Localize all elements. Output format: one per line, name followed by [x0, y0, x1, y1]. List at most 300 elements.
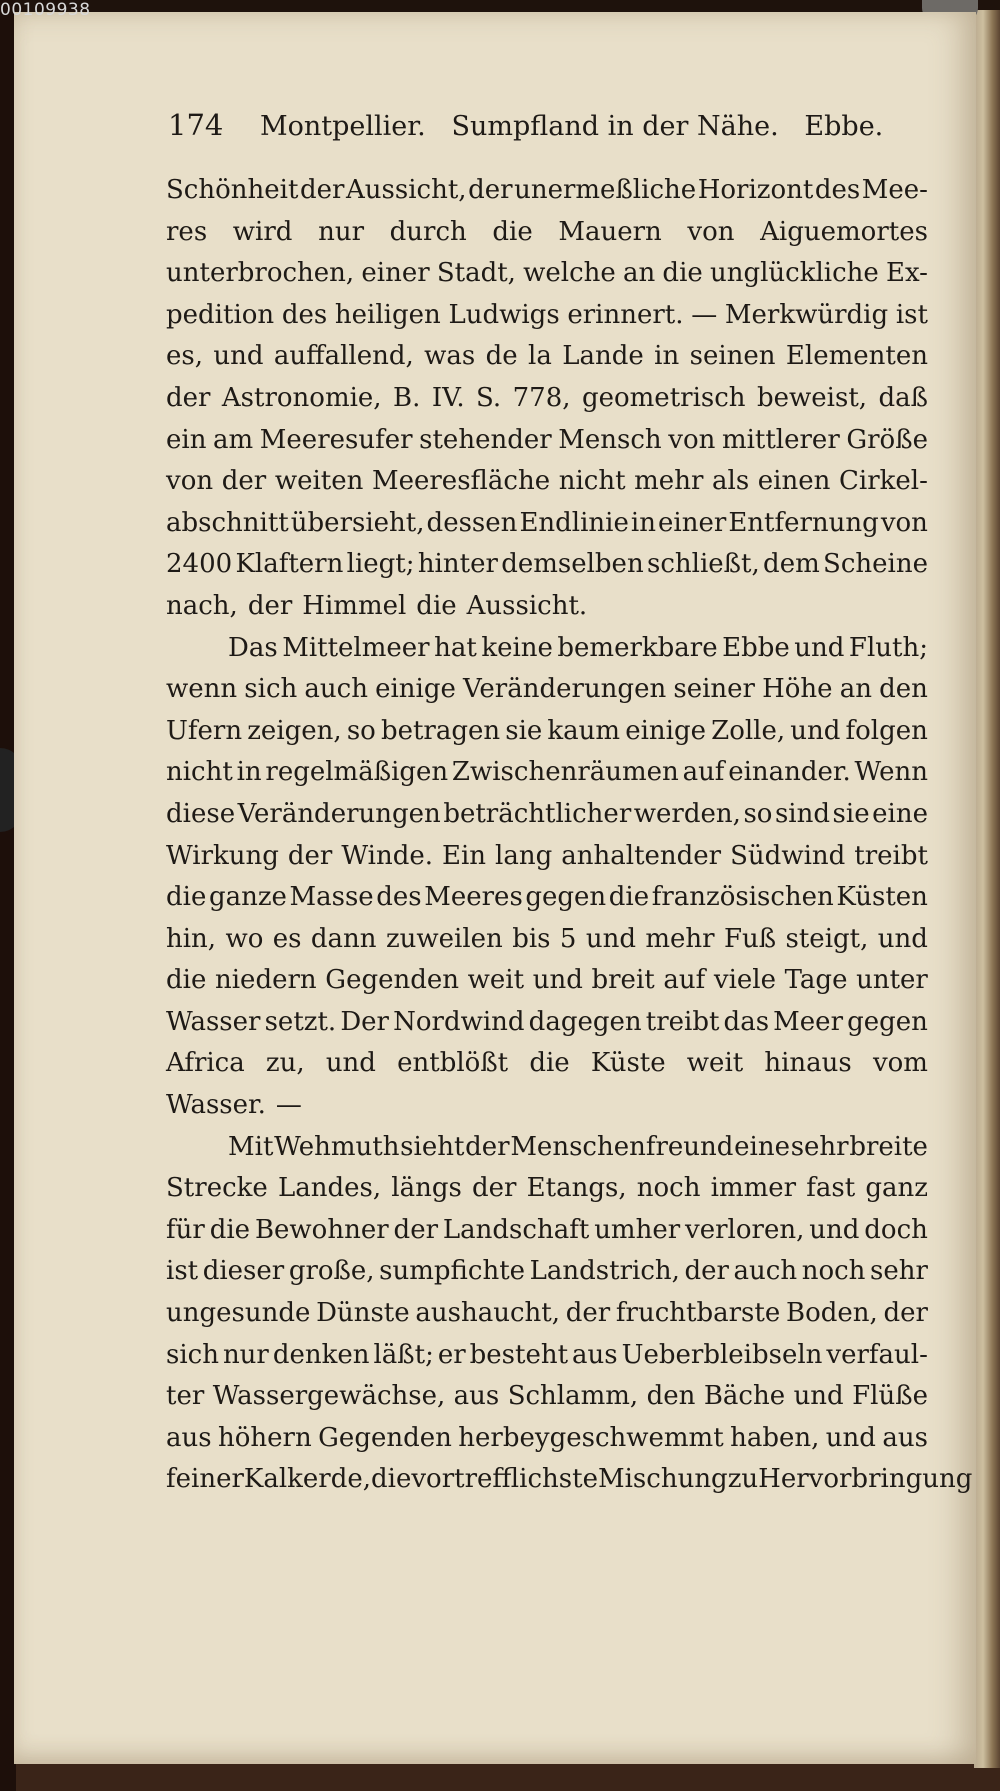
word: Südwind	[730, 840, 846, 871]
text-line	[166, 919, 928, 961]
word: Masse	[289, 882, 374, 913]
word: pedition	[166, 299, 275, 330]
word: nur	[222, 1339, 269, 1370]
word: französischen	[651, 882, 834, 913]
word: lang	[495, 840, 553, 871]
word: hin,	[166, 923, 217, 954]
word: ter	[166, 1381, 205, 1412]
word: und	[809, 1214, 860, 1245]
word: vortrefflichste	[411, 1464, 598, 1495]
word: Küsten	[836, 882, 928, 913]
text-line	[166, 1293, 928, 1335]
word: es	[272, 923, 302, 954]
word: entblößt	[397, 1048, 509, 1079]
word: demselben	[501, 549, 644, 580]
word: Veränderungen	[237, 798, 441, 829]
word: fruchtbarste	[615, 1298, 781, 1329]
word: Küste	[590, 1048, 666, 1079]
word: was	[424, 341, 476, 372]
word: den	[646, 1381, 696, 1412]
text-line	[166, 253, 928, 295]
word: beträchtlicher	[443, 798, 632, 829]
text-line	[166, 336, 928, 378]
word: 2400	[166, 549, 233, 580]
word: folgen	[845, 715, 928, 746]
word: des	[814, 175, 861, 205]
word: 5	[559, 923, 577, 954]
word: dagegen	[528, 1006, 642, 1037]
word: Schönheit	[166, 175, 299, 205]
word: Aussicht,	[345, 175, 467, 205]
word: Meeresfläche	[371, 466, 551, 497]
word: regelmäßigen	[265, 757, 449, 788]
text-line	[166, 1335, 928, 1377]
word: sumpfichte	[379, 1256, 526, 1287]
word: große,	[288, 1256, 375, 1287]
word: noch	[636, 1173, 701, 1204]
word: wenn	[166, 674, 238, 705]
page-header	[168, 108, 883, 142]
text-line	[166, 420, 928, 462]
word: Merkwürdig	[724, 299, 889, 330]
word: und	[793, 1381, 844, 1412]
word: das	[723, 1006, 770, 1037]
word: sich	[244, 674, 298, 705]
word: Wehmuth	[274, 1131, 400, 1162]
word: Lande	[562, 341, 644, 372]
word: Das	[228, 632, 278, 663]
word: niedern	[215, 965, 317, 996]
word: Dünste	[316, 1298, 410, 1329]
word: hinaus	[764, 1048, 852, 1079]
word: und	[325, 1048, 376, 1079]
word: Mee-	[861, 175, 928, 205]
word: Etangs,	[526, 1173, 627, 1204]
word: läßt;	[373, 1339, 434, 1370]
word: die	[662, 258, 703, 289]
word: eine	[872, 798, 928, 829]
word: zuweilen	[385, 923, 503, 954]
word: zu	[727, 1464, 759, 1495]
text-line	[166, 586, 928, 628]
page-stack-edge	[974, 10, 1000, 1768]
word: auf	[663, 965, 706, 996]
word: setzt.	[264, 1006, 337, 1037]
word: der	[684, 1256, 729, 1287]
word: bis	[512, 923, 551, 954]
word: des	[376, 882, 422, 913]
word: die	[209, 1214, 251, 1245]
word: an	[622, 258, 656, 289]
word: als	[712, 466, 750, 497]
word: wo	[225, 923, 264, 954]
text-line	[166, 1251, 928, 1293]
word: Hervorbringung	[758, 1464, 973, 1495]
word: er	[437, 1339, 466, 1370]
word: wird	[232, 216, 293, 247]
text-line	[166, 1459, 973, 1501]
word: Wenn	[854, 757, 928, 788]
word: —	[691, 299, 718, 330]
word: Wasser	[166, 1006, 261, 1037]
word: unglückliche	[709, 258, 879, 289]
word: welche	[523, 258, 616, 289]
word: und	[794, 632, 845, 663]
word: anhaltender	[561, 840, 722, 871]
word: so	[743, 798, 773, 829]
word: Cirkel-	[839, 466, 928, 497]
word: B.	[393, 382, 421, 413]
word: weit	[467, 965, 525, 996]
word: umher	[594, 1214, 681, 1245]
word: Meeresufer	[259, 424, 413, 455]
word: der	[287, 840, 333, 871]
word: einer	[658, 507, 727, 538]
word: haben,	[730, 1422, 820, 1453]
word: die	[608, 882, 650, 913]
word: und	[825, 1422, 876, 1453]
word: Gegenden	[325, 965, 460, 996]
word: ist	[166, 1256, 199, 1287]
word: weit	[686, 1048, 744, 1079]
word: hat	[434, 632, 477, 663]
word: doch	[864, 1214, 928, 1245]
word: zu,	[265, 1048, 305, 1079]
word: steigt,	[785, 923, 869, 954]
word: so	[346, 715, 376, 746]
word: auf	[682, 757, 725, 788]
word: res	[166, 216, 208, 247]
word: Zolle,	[711, 715, 786, 746]
word: besteht	[469, 1339, 569, 1370]
word: erinnert.	[567, 299, 684, 330]
word: gegen	[847, 1006, 928, 1037]
word: Meer	[773, 1006, 843, 1037]
word: Mittelmeer	[282, 632, 430, 663]
text-line	[166, 711, 928, 753]
word: Größe	[846, 424, 928, 455]
text-line	[166, 1210, 928, 1252]
word: Horizont	[697, 175, 814, 205]
word: Gegenden	[318, 1422, 452, 1453]
word: Wirkung	[166, 840, 279, 871]
word: mehr	[634, 466, 704, 497]
word: der	[166, 382, 211, 413]
word: liegt;	[346, 549, 415, 580]
word: betragen	[380, 715, 501, 746]
word: aus	[453, 1381, 500, 1412]
word: Meeres	[424, 882, 523, 913]
text-line	[166, 544, 928, 586]
word: einander.	[728, 757, 851, 788]
word: von	[668, 424, 716, 455]
word: mehr	[645, 923, 715, 954]
word: sieht	[400, 1131, 465, 1162]
word: Menschenfreund	[510, 1131, 734, 1162]
word: treibt	[645, 1006, 720, 1037]
word: schließt,	[647, 549, 760, 580]
text-line	[166, 752, 928, 794]
text-line	[166, 628, 928, 670]
word: —	[275, 1090, 302, 1121]
word: seinen	[689, 341, 776, 372]
word: verfaul-	[826, 1339, 928, 1370]
word: sie	[505, 715, 543, 746]
word: nicht	[166, 757, 233, 788]
word: höhern	[218, 1422, 312, 1453]
word: und	[790, 715, 841, 746]
word: Mischung	[597, 1464, 728, 1495]
text-line	[166, 794, 928, 836]
word: Ex-	[886, 258, 928, 289]
text-line	[166, 295, 928, 337]
word: auch	[304, 674, 368, 705]
word: Ludwigs	[448, 299, 560, 330]
word: auch	[733, 1256, 798, 1287]
word: und	[213, 341, 264, 372]
text-line	[166, 170, 928, 212]
word: dessen	[426, 507, 518, 538]
word: Veränderungen	[463, 674, 667, 705]
page-number: 174	[168, 108, 224, 142]
word: Entfernung	[728, 507, 879, 538]
word: für	[166, 1214, 205, 1245]
text-line	[166, 503, 928, 545]
word: Der	[340, 1006, 389, 1037]
word: in	[630, 507, 656, 538]
word: verloren,	[685, 1214, 805, 1245]
text-line	[166, 1002, 928, 1044]
word: der	[393, 1214, 439, 1245]
word: fast	[806, 1173, 856, 1204]
word: IV.	[431, 382, 465, 413]
text-line	[166, 836, 928, 878]
word: Astronomie,	[221, 382, 382, 413]
word: beweist,	[756, 382, 868, 413]
word: gegen	[525, 882, 607, 913]
word: Klaftern	[235, 549, 344, 580]
word: nach,	[166, 590, 238, 621]
word: die	[492, 216, 533, 247]
word: kaum	[547, 715, 621, 746]
word: treibt	[854, 840, 928, 871]
word: der	[472, 1173, 517, 1204]
word: dann	[310, 923, 377, 954]
word: eine	[734, 1131, 790, 1162]
word: Endlinie	[519, 507, 629, 538]
word: Wassergewächse,	[212, 1381, 446, 1412]
word: von	[687, 216, 735, 247]
word: denken	[272, 1339, 370, 1370]
word: die	[371, 1464, 412, 1495]
word: der	[247, 590, 293, 621]
word: aus	[882, 1422, 928, 1453]
word: einen	[757, 466, 831, 497]
word: aushaucht,	[415, 1298, 560, 1329]
word: Elementen	[785, 341, 928, 372]
word: übersieht,	[290, 507, 425, 538]
word: ist	[895, 299, 928, 330]
text-line	[166, 1085, 928, 1127]
word: sehr	[870, 1256, 928, 1287]
word: breit	[591, 965, 655, 996]
word: keine	[481, 632, 553, 663]
word: breite	[849, 1131, 928, 1162]
word: S.	[476, 382, 502, 413]
word: die	[416, 590, 457, 621]
word: ganze	[208, 882, 287, 913]
word: Mit	[228, 1131, 274, 1162]
word: Bewohner	[254, 1214, 389, 1245]
word: hinter	[417, 549, 498, 580]
word: daß	[878, 382, 928, 413]
word: sich	[166, 1339, 219, 1370]
text-line	[166, 212, 928, 254]
text-line	[166, 378, 928, 420]
word: des	[281, 299, 328, 330]
text-line	[166, 1043, 928, 1085]
word: aus	[166, 1422, 212, 1453]
word: weiten	[274, 466, 364, 497]
word: Stadt,	[436, 258, 516, 289]
word: Landes,	[277, 1173, 382, 1204]
word: der	[883, 1298, 928, 1329]
text-line	[166, 877, 928, 919]
word: Africa	[166, 1048, 245, 1079]
word: nur	[318, 216, 364, 247]
word: de	[485, 341, 518, 372]
word: Zwischenräumen	[451, 757, 679, 788]
page-body	[166, 170, 973, 1501]
word: längs	[391, 1173, 462, 1204]
word: einige	[375, 674, 456, 705]
word: feiner	[166, 1464, 244, 1495]
word: Fluth;	[848, 632, 928, 663]
word: Fuß	[723, 923, 777, 954]
word: Boden,	[785, 1298, 878, 1329]
word: sie	[832, 798, 870, 829]
scan-identifier: 00109938	[0, 0, 91, 20]
word: Ein	[442, 840, 487, 871]
word: in	[654, 341, 680, 372]
word: ganz	[865, 1173, 928, 1204]
word: der	[299, 175, 345, 205]
word: einer	[361, 258, 430, 289]
text-line	[166, 1418, 928, 1460]
word: zeigen,	[247, 715, 342, 746]
word: an	[839, 674, 872, 705]
word: durch	[389, 216, 467, 247]
word: der	[465, 1131, 510, 1162]
word: Aussicht.	[466, 590, 588, 621]
word: Mensch	[558, 424, 662, 455]
word: es,	[166, 341, 203, 372]
word: heiligen	[334, 299, 441, 330]
word: die	[529, 1048, 570, 1079]
word: noch	[801, 1256, 866, 1287]
word: 778,	[512, 382, 571, 413]
word: nicht	[558, 466, 626, 497]
word: Himmel	[302, 590, 407, 621]
text-line	[166, 669, 928, 711]
word: viele	[713, 965, 776, 996]
word: sehr	[790, 1131, 849, 1162]
word: aus	[572, 1339, 618, 1370]
word: abschnitt	[166, 507, 289, 538]
word: Ueberbleibseln	[621, 1339, 823, 1370]
word: der	[565, 1298, 611, 1329]
running-title: Montpellier. Sumpfland in der Nähe. Ebbe.	[259, 111, 884, 142]
word: die	[166, 882, 207, 913]
word: Mauern	[558, 216, 662, 247]
word: unterbrochen,	[166, 258, 355, 289]
word: bemerkbare	[557, 632, 718, 663]
word: Landstrich,	[529, 1256, 680, 1287]
word: ein	[166, 424, 207, 455]
word: Nordwind	[393, 1006, 525, 1037]
word: dieser	[202, 1256, 285, 1287]
word: unter	[856, 965, 928, 996]
word: geometrisch	[581, 382, 746, 413]
word: Höhe	[762, 674, 833, 705]
word: sind	[774, 798, 831, 829]
word: Strecke	[166, 1173, 268, 1204]
word: den	[879, 674, 928, 705]
word: ungesunde	[166, 1298, 311, 1329]
word: Ebbe	[722, 632, 790, 663]
word: Winde.	[341, 840, 433, 871]
text-line	[166, 461, 928, 503]
word: Aiguemortes	[760, 216, 928, 247]
text-line	[166, 960, 928, 1002]
word: Flüße	[852, 1381, 928, 1412]
word: der	[221, 466, 267, 497]
word: und	[532, 965, 583, 996]
word: Landschaft	[442, 1214, 590, 1245]
word: Tage	[784, 965, 848, 996]
word: dem	[763, 549, 820, 580]
word: von	[880, 507, 928, 538]
word: unermeßliche	[514, 175, 697, 205]
word: einige	[625, 715, 706, 746]
word: und	[877, 923, 928, 954]
word: vom	[872, 1048, 928, 1079]
word: von	[166, 466, 214, 497]
word: in	[236, 757, 262, 788]
text-line	[166, 1127, 928, 1169]
word: immer	[710, 1173, 797, 1204]
word: Bäche	[703, 1381, 786, 1412]
word: die	[166, 965, 207, 996]
text-line	[166, 1376, 928, 1418]
word: mittlerer	[721, 424, 840, 455]
word: seiner	[673, 674, 755, 705]
word: Kalkerde,	[243, 1464, 371, 1495]
word: werden,	[633, 798, 741, 829]
word: Scheine	[823, 549, 928, 580]
word: Schlamm,	[507, 1381, 639, 1412]
word: Wasser.	[166, 1090, 266, 1121]
word: auffallend,	[273, 341, 414, 372]
word: der	[468, 175, 513, 205]
word: la	[528, 341, 552, 372]
text-line	[166, 1168, 928, 1210]
word: diese	[166, 798, 236, 829]
word: herbeygeschwemmt	[458, 1422, 724, 1453]
word: stehender	[419, 424, 552, 455]
word: Ufern	[166, 715, 243, 746]
word: am	[213, 424, 254, 455]
